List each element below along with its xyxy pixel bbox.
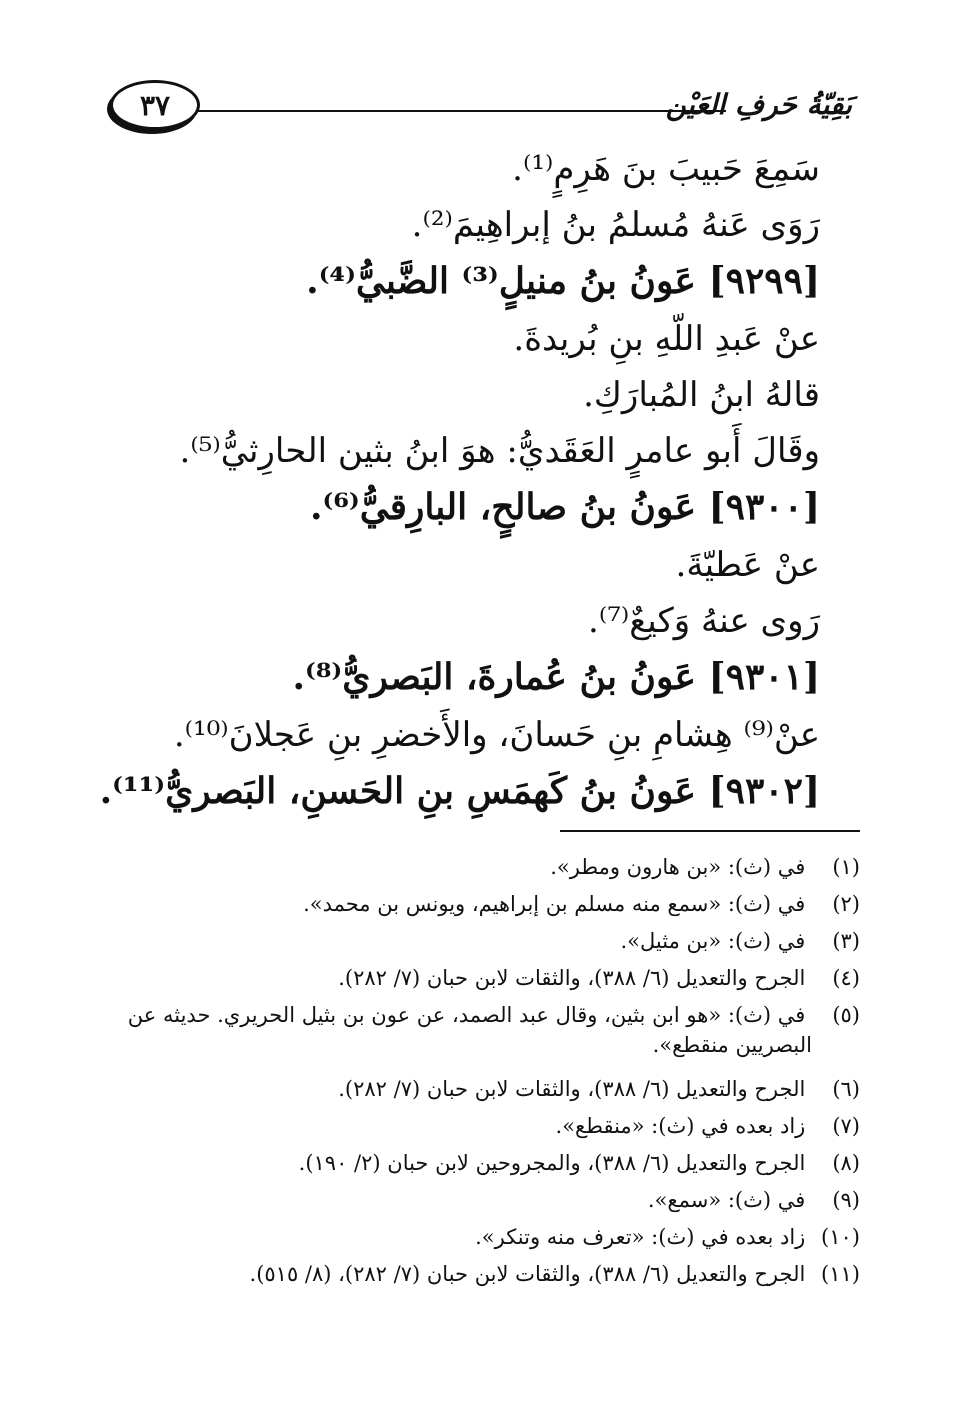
page-number: ٣٧ bbox=[139, 88, 171, 122]
footnote-number: (٣) bbox=[832, 929, 860, 953]
footnote-text: زاد بعده في (ث): «تعرف منه وتنكر». bbox=[475, 1225, 806, 1249]
footnote bbox=[475, 1222, 860, 1252]
body-line: رَوى عنهُ وَكيعٌ⁽⁷⁾. bbox=[588, 601, 820, 641]
footnote-number: (١١) bbox=[821, 1262, 860, 1286]
footnote bbox=[338, 1074, 860, 1104]
footnote bbox=[100, 1000, 860, 1060]
footnote-text: الجرح والتعديل (٦/ ٣٨٨)، والمجروحين لابن حبان (٢/ ١٩٠). bbox=[298, 1151, 806, 1175]
page-number-badge bbox=[110, 80, 200, 130]
footnote-separator bbox=[560, 830, 860, 832]
footnote-number: (٦) bbox=[832, 1077, 860, 1101]
footnote-number: (٢) bbox=[832, 892, 860, 916]
footnote-number: (٨) bbox=[832, 1151, 860, 1175]
footnote-number: (٤) bbox=[832, 966, 860, 990]
footnote-text: زاد بعده في (ث): «منقطع». bbox=[555, 1114, 806, 1138]
footnote-text: في (ث): «هو ابن بثين، وقال عبد الصمد، عن عون بن بثيل الحريري. حديثه عن bbox=[127, 1003, 806, 1027]
footnote bbox=[648, 1185, 860, 1215]
body-line: عنْ عَبدِ اللّهِ بنِ بُريدةَ. bbox=[513, 319, 820, 359]
footnote-text: في (ث): «بن مثيل». bbox=[620, 929, 806, 953]
entry-heading: [٩٢٩٩] عَونُ بنُ منيلٍ⁽³⁾ الضَّبيُّ⁽⁴⁾. bbox=[306, 260, 820, 302]
running-header-title: بَقِيّةُ حَرفِ العَيْن bbox=[665, 88, 852, 121]
footnote bbox=[556, 1111, 860, 1141]
entry-heading: [٩٣٠٠] عَونُ بنُ صالحٍ، البارِقيُّ⁽⁶⁾. bbox=[309, 486, 820, 528]
entry-heading: [٩٣٠١] عَونُ بنُ عُمارةَ، البَصريُّ⁽⁸⁾. bbox=[292, 656, 820, 698]
footnote-number: (٧) bbox=[832, 1114, 860, 1138]
footnote-number: (٥) bbox=[832, 1003, 860, 1027]
body-line: عنْ⁽⁹⁾ هِشامِ بنِ حَسانَ، والأَخضرِ بنِ عَجلانَ⁽¹⁰⁾. bbox=[173, 715, 820, 755]
footnote bbox=[338, 963, 860, 993]
footnote-text: الجرح والتعديل (٦/ ٣٨٨)، والثقات لابن حبان (٧/ ٢٨٢)، (٨/ ٥١٥). bbox=[249, 1262, 806, 1286]
footnote-text: في (ث): «سمع منه مسلم بن إبراهيم، ويونس بن محمد». bbox=[303, 892, 806, 916]
footnote bbox=[550, 852, 860, 882]
footnote-number: (٩) bbox=[832, 1188, 860, 1212]
footnote bbox=[250, 1259, 860, 1289]
footnote bbox=[303, 889, 860, 919]
footnote-text: الجرح والتعديل (٦/ ٣٨٨)، والثقات لابن حبان (٧/ ٢٨٢). bbox=[338, 1077, 806, 1101]
entry-heading: [٩٣٠٢] عَونُ بنُ كَهمَسِ بنِ الحَسنِ، البَصريُّ⁽¹¹⁾. bbox=[99, 770, 820, 812]
header-rule bbox=[196, 110, 726, 112]
body-line: عنْ عَطيّةَ. bbox=[675, 545, 820, 585]
footnote-number: (١٠) bbox=[821, 1225, 860, 1249]
body-line: سَمِعَ حَبيبَ بنَ هَرِمٍ⁽¹⁾. bbox=[512, 149, 820, 189]
footnote-number: (١) bbox=[832, 855, 860, 879]
footnote-text: الجرح والتعديل (٦/ ٣٨٨)، والثقات لابن حبان (٧/ ٢٨٢). bbox=[338, 966, 806, 990]
body-line: قالهُ ابنُ المُبارَكِ. bbox=[583, 375, 820, 415]
footnote-text: في (ث): «بن هارون ومطر». bbox=[550, 855, 806, 879]
footnote-text-continued: البصريين منقطع». bbox=[652, 1033, 812, 1057]
body-line: وقَالَ أَبو عامرٍ العَقَديُّ: هوَ ابنُ بثين الحارِثيُّ⁽⁵⁾. bbox=[179, 431, 820, 471]
body-line: رَوَى عَنهُ مُسلمُ بنُ إبراهِيمَ⁽²⁾. bbox=[411, 205, 820, 245]
footnote-text: في (ث): «سمع». bbox=[647, 1188, 806, 1212]
footnote bbox=[299, 1148, 860, 1178]
footnote bbox=[620, 926, 860, 956]
